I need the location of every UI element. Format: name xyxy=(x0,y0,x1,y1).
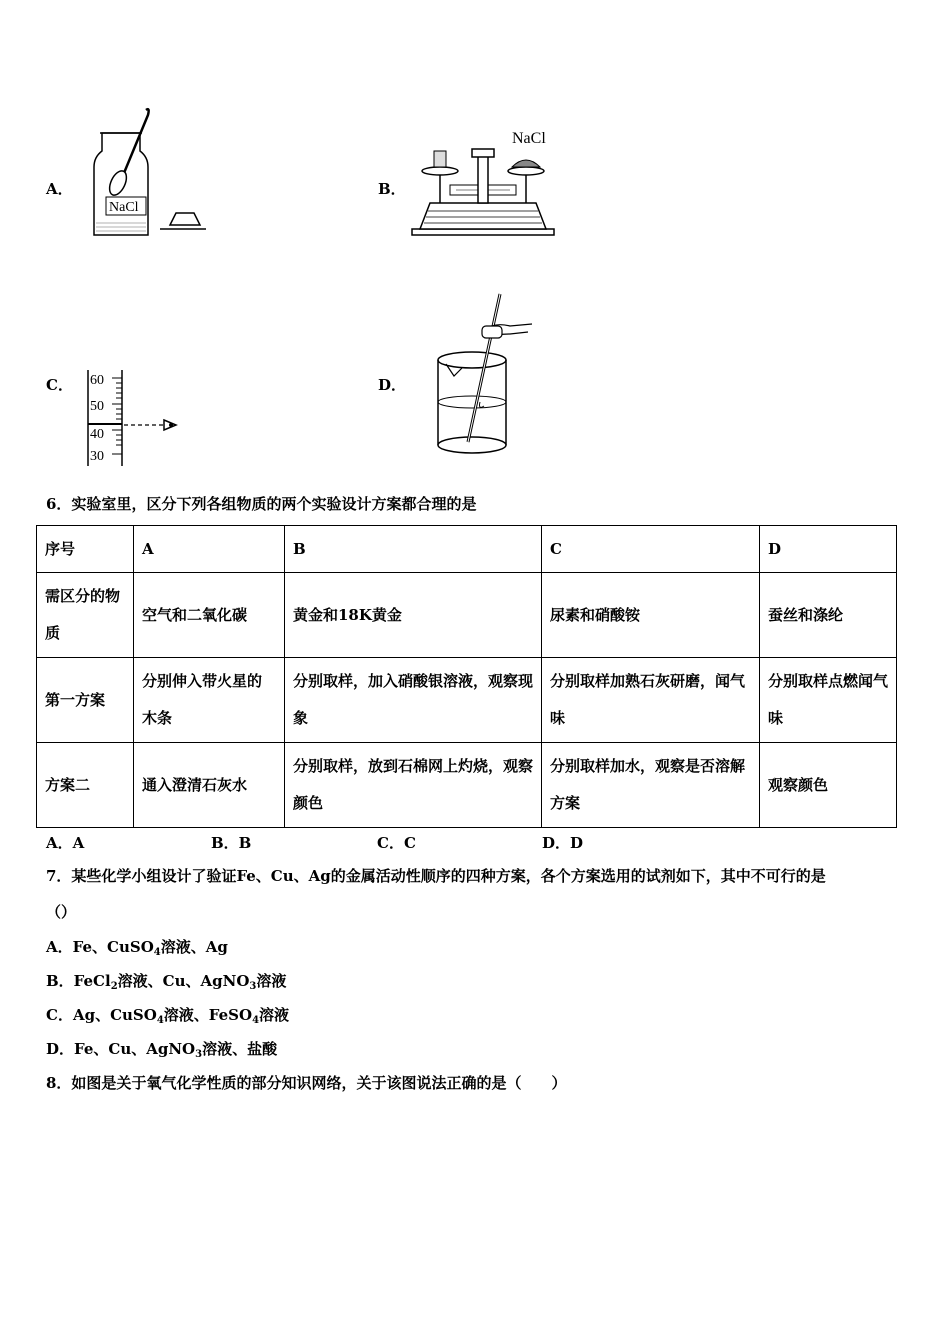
balance-reagent-label: NaCl xyxy=(512,130,546,147)
graduated-cylinder-reading-illustration xyxy=(82,368,192,468)
q7-a-prefix: A．Fe、CuSO xyxy=(46,938,154,956)
q7-d-sub: 3 xyxy=(195,1049,203,1060)
q8-stem: 8．如图是关于氧气化学性质的部分知识网络，关于该图说法正确的是（ ） xyxy=(46,1074,567,1092)
table-cell: 分别取样，放到石棉网上灼烧，观察颜色 xyxy=(285,743,542,828)
table-header-cell: B xyxy=(285,526,542,573)
reagent-bottle-spoon-illustration xyxy=(80,105,210,240)
q7-c-sub1: 4 xyxy=(156,1015,164,1026)
q7-b-prefix: B．FeCl xyxy=(46,972,111,990)
table-cell: 需区分的物质 xyxy=(37,573,134,658)
q7-b-suffix: 溶液 xyxy=(256,972,287,990)
table-row xyxy=(37,573,897,658)
q7-a-sub: 4 xyxy=(153,947,161,958)
table-header-row xyxy=(37,526,897,573)
table-cell: 分别伸入带火星的木条 xyxy=(134,658,285,743)
q7-stem-line2: （） xyxy=(46,903,77,921)
table-cell: 第一方案 xyxy=(37,658,134,743)
q7-a-suffix: 溶液、Ag xyxy=(160,938,228,956)
cylinder-tick-30: 30 xyxy=(90,449,104,464)
q6-choice-b[interactable]: B．B xyxy=(211,834,252,852)
table-cell: 蚕丝和涤纶 xyxy=(760,573,897,658)
q7-c-sub2: 4 xyxy=(252,1015,260,1026)
q7-c-suffix: 溶液 xyxy=(259,1006,290,1024)
table-cell: 分别取样，加入硝酸银溶液，观察现象 xyxy=(285,658,542,743)
q7-option-d[interactable] xyxy=(46,1039,277,1059)
cylinder-tick-60: 60 xyxy=(90,373,104,388)
table-cell: 尿素和硝酸铵 xyxy=(542,573,760,658)
beaker-stirring-illustration xyxy=(432,290,542,460)
option-c-label: C． xyxy=(46,376,73,394)
table-header-cell: D xyxy=(760,526,897,573)
table-cell: 黄金和18K黄金 xyxy=(285,573,542,658)
q7-option-c[interactable] xyxy=(46,1005,289,1025)
q6-stem: 6．实验室里，区分下列各组物质的两个实验设计方案都合理的是 xyxy=(46,495,477,513)
option-a-label: A． xyxy=(46,180,73,198)
q7-d-suffix: 溶液、盐酸 xyxy=(202,1040,278,1058)
option-b-label: B． xyxy=(378,180,406,198)
table-header-cell: A xyxy=(134,526,285,573)
q7-c-prefix: C．Ag、CuSO xyxy=(46,1006,157,1024)
q7-c-mid: 溶液、FeSO xyxy=(163,1006,253,1024)
q6-table xyxy=(36,525,897,828)
q6-choice-a[interactable]: A．A xyxy=(46,834,85,852)
balance-scale-illustration xyxy=(408,125,558,240)
table-cell: 方案二 xyxy=(37,743,134,828)
q7-option-b[interactable] xyxy=(46,971,286,991)
table-cell: 分别取样加水，观察是否溶解方案 xyxy=(542,743,760,828)
q7-b-sub2: 3 xyxy=(249,981,257,992)
q7-option-a[interactable] xyxy=(46,937,228,957)
table-cell: 分别取样加熟石灰研磨，闻气味 xyxy=(542,658,760,743)
table-row xyxy=(37,658,897,743)
q7-d-prefix: D．Fe、Cu、AgNO xyxy=(46,1040,196,1058)
table-cell: 空气和二氧化碳 xyxy=(134,573,285,658)
table-row xyxy=(37,743,897,828)
option-d-label: D． xyxy=(378,376,407,394)
cylinder-tick-40: 40 xyxy=(90,427,104,442)
q7-stem-line1: 7．某些化学小组设计了验证Fe、Cu、Ag的金属活动性顺序的四种方案，各个方案选用的试剂如下，其中不可行的是 xyxy=(46,867,826,885)
table-cell: 分别取样点燃闻气味 xyxy=(760,658,897,743)
table-header-cell: C xyxy=(542,526,760,573)
q6-choice-c[interactable]: C．C xyxy=(377,834,416,852)
q7-b-sub1: 2 xyxy=(110,981,118,992)
q6-choice-d[interactable]: D．D xyxy=(542,834,584,852)
reagent-label: NaCl xyxy=(109,200,139,215)
q7-b-mid: 溶液、Cu、AgNO xyxy=(117,972,250,990)
table-cell: 观察颜色 xyxy=(760,743,897,828)
table-header-cell: 序号 xyxy=(37,526,134,573)
table-cell: 通入澄清石灰水 xyxy=(134,743,285,828)
cylinder-tick-50: 50 xyxy=(90,399,104,414)
